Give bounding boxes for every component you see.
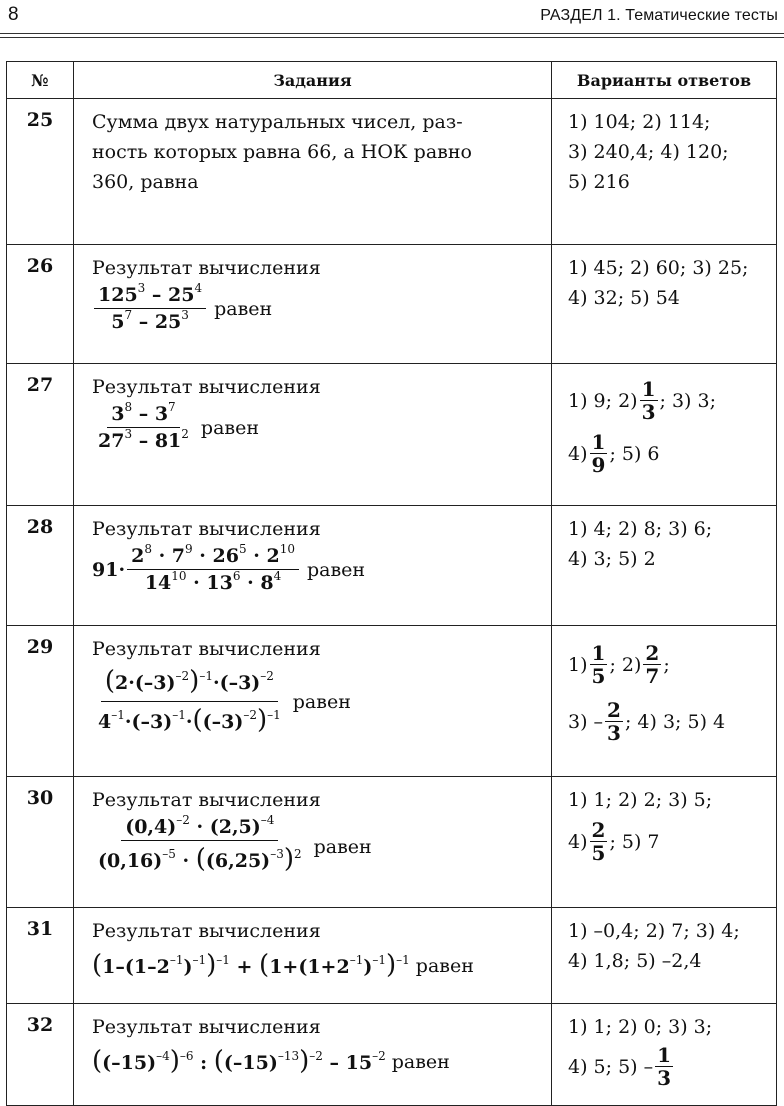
answer-line: 1) 45; 2) 60; 3) 25; [568, 257, 749, 279]
equals-word: равен [391, 1051, 450, 1073]
table-row [7, 99, 777, 245]
answer-text: ; 5) 6 [609, 442, 660, 465]
task-number: 27 [7, 364, 74, 506]
equals-word: равен [214, 297, 273, 320]
fraction: $\frac{3^8 - 3^7}{27^3 - 81^2}$ [98, 400, 189, 452]
task-number: 30 [7, 777, 74, 908]
task-phrase: Результат вычисления [92, 1016, 321, 1038]
task-number: 31 [7, 908, 74, 1004]
math-expression [92, 402, 541, 453]
task-phrase: Результат вычисления [92, 518, 321, 540]
answer-line: 1) 1; 2) 0; 3) 3; [568, 1016, 713, 1038]
table-row [7, 777, 777, 908]
fraction: $\frac{2}{3}$ [607, 698, 621, 745]
table-row [7, 908, 777, 1004]
fraction: $\frac{125^3 - 25^4}{5^7 - 25^3}$ [94, 283, 206, 334]
answer-line: 1) 1; 2) 2; 3) 5; [568, 789, 713, 811]
math-expression: $(1-(1-2^{-1})^{-1})^{-1} + (1+(1+2^{-1})^{-1})^{-1}$ равен [92, 950, 474, 980]
task-phrase: Результат вычисления [92, 257, 321, 279]
task-phrase: Результат вычисления [92, 638, 321, 660]
task-number: 25 [7, 99, 74, 245]
math-expression [92, 664, 541, 739]
task-text [74, 777, 552, 908]
math-expression: $((-15)^{-4})^{-6}$ : $((-15)^{-13})^{-2} - 15^{-2}$ равен [92, 1046, 450, 1076]
fraction: $\frac{(0,4)^{-2} \cdot (2,5)^{-4}}{(0,16)^{-5} \cdot ((6,25)^{-3})^2}$ [98, 813, 302, 874]
answer-options [552, 245, 777, 364]
fraction: $\frac{2}{5}$ [591, 818, 606, 865]
equals-word: равен [415, 955, 474, 977]
page-number: 8 [8, 4, 19, 25]
answer-text: 1) 9; 2) [568, 389, 638, 412]
answer-text: 1) [568, 653, 588, 676]
task-text [74, 245, 552, 364]
answer-line [568, 642, 772, 687]
fraction: $\frac{1}{3}$ [641, 377, 656, 424]
header-rule-top [0, 33, 784, 34]
answer-text: 3) – [568, 710, 604, 733]
fraction: $\frac{2^8 \cdot 7^9 \cdot 26^5 \cdot 2^{10}}{14^{10} \cdot 13^6 \cdot 8^4}$ [127, 544, 299, 595]
answer-line: 1) –0,4; 2) 7; 3) 4; [568, 920, 740, 942]
table-row [7, 506, 777, 626]
task-number: 28 [7, 506, 74, 626]
table-row [7, 1004, 777, 1106]
answer-options [552, 777, 777, 908]
answer-options [552, 99, 777, 245]
answer-text: ; 5) 7 [609, 830, 660, 853]
answer-line: 1) 4; 2) 8; 3) 6; [568, 518, 713, 540]
header-rule-bottom [0, 37, 784, 38]
math-expression [92, 815, 541, 878]
answer-line [568, 699, 772, 744]
task-text [74, 1004, 552, 1106]
math-expression [92, 283, 541, 334]
equals-word: равен [313, 835, 372, 858]
section-title: РАЗДЕЛ 1. Тематические тесты [540, 7, 778, 24]
running-head [0, 0, 784, 34]
task-number: 26 [7, 245, 74, 364]
column-header-answers: Варианты ответов [552, 62, 777, 99]
answer-options [552, 1004, 777, 1106]
equals-word: равен [200, 416, 260, 439]
task-number: 29 [7, 626, 74, 777]
task-text [74, 99, 552, 245]
coefficient: 91 [92, 558, 119, 581]
fraction: $\frac{1}{9}$ [591, 430, 606, 477]
answer-text: ; 4) 3; 5) 4 [624, 710, 726, 733]
answer-text: ; 3) 3; [659, 389, 716, 412]
answer-options [552, 364, 777, 506]
answer-text: 4) 5; 5) – [568, 1055, 654, 1078]
task-phrase: Результат вычисления [92, 376, 321, 398]
task-line: ность которых равна 66, а НОК равно [92, 141, 472, 163]
answer-options [552, 506, 777, 626]
answer-line [568, 378, 772, 423]
answer-text: ; 2) [609, 653, 642, 676]
tests-table [6, 61, 777, 1106]
math-expression: 91 · $\frac{2^8 \cdot 7^9 \cdot 26^5 \cdot 2^{10}}{14^{10} \cdot 13^6 \cdot 8^4}$ равен [92, 542, 366, 594]
task-text [74, 364, 552, 506]
fraction: $\frac{1}{5}$ [591, 641, 606, 688]
answer-line: 5) 216 [568, 171, 630, 193]
equals-word: равен [292, 690, 351, 713]
fraction: $\frac{(2\cdot(-3)^{-2})^{-1}\cdot(-3)^{-2}}{4^{-1}\cdot(-3)^{-1}\cdot((-3)^{-2})^{-1}}$ [98, 666, 281, 735]
answer-line: 1) 104; 2) 114; [568, 111, 711, 133]
task-phrase: Результат вычисления [92, 789, 321, 811]
equals-word: равен [306, 558, 366, 581]
answer-line: 4) 32; 5) 54 [568, 287, 680, 309]
answer-options [552, 626, 777, 777]
answer-text: 4) [568, 830, 588, 853]
answer-options [552, 908, 777, 1004]
answer-text: ; [663, 653, 670, 676]
task-number: 32 [7, 1004, 74, 1106]
answer-line [568, 819, 772, 864]
answer-line [568, 1044, 772, 1089]
task-line: Сумма двух натуральных чисел, раз- [92, 111, 463, 133]
answer-line: 4) 1,8; 5) –2,4 [568, 950, 702, 972]
task-text [74, 908, 552, 1004]
task-text [74, 626, 552, 777]
table-header-row [7, 62, 777, 99]
column-header-num: № [7, 62, 74, 99]
table-row [7, 364, 777, 506]
task-phrase: Результат вычисления [92, 920, 321, 942]
fraction: $\frac{1}{3}$ [657, 1043, 672, 1090]
column-header-task: Задания [74, 62, 552, 99]
answer-line [568, 431, 772, 476]
table-row [7, 245, 777, 364]
answer-text: 4) [568, 442, 588, 465]
fraction: $\frac{2}{7}$ [645, 641, 660, 688]
table-row [7, 626, 777, 777]
answer-line: 3) 240,4; 4) 120; [568, 141, 729, 163]
answer-line: 4) 3; 5) 2 [568, 548, 656, 570]
task-line: 360, равна [92, 171, 199, 193]
task-text [74, 506, 552, 626]
